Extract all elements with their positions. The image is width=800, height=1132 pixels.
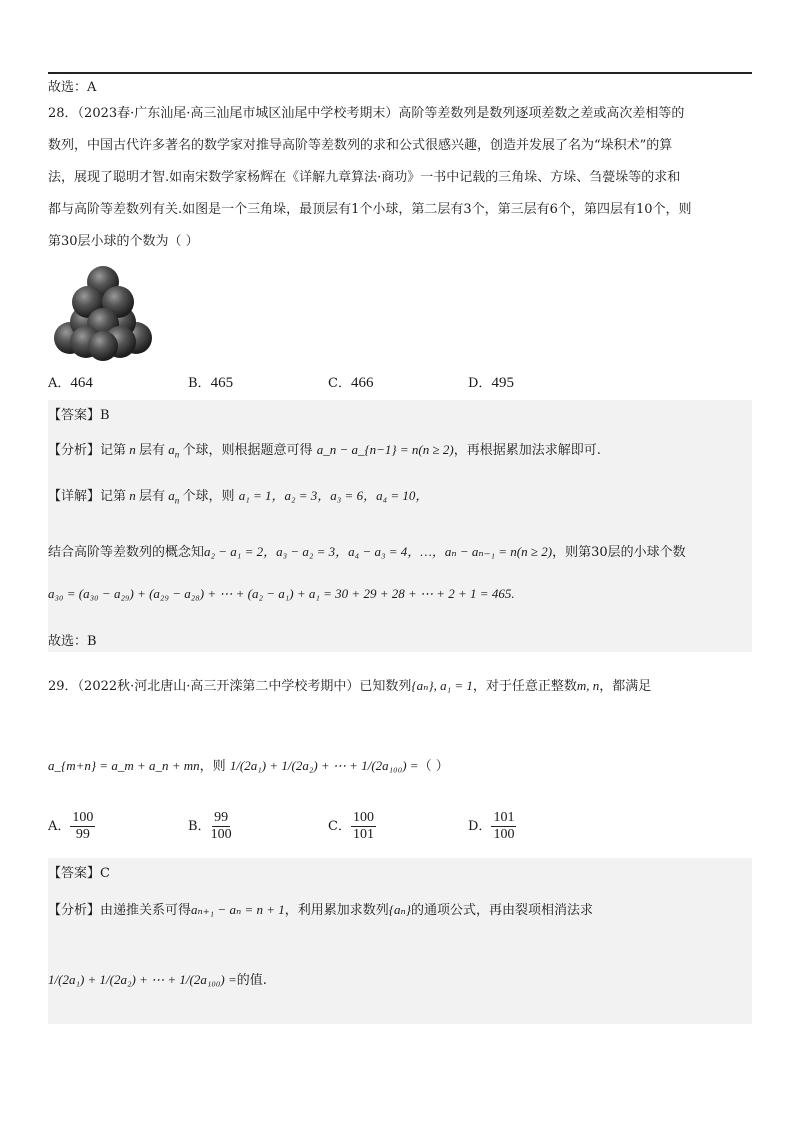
q29-option-c: C． $\frac{100}{101}$ [328,810,374,842]
q28-answer: 【答案】B [48,408,110,423]
top-rule [48,72,752,74]
q28-option-c: C．466 [328,375,374,391]
q28-line5: 第30层小球的个数为（ ） [48,234,199,249]
q28-line2: 数列，中国古代许多著名的数学家对推导高阶等差数列的求和公式很感兴趣，创造并发展了名为“垛积术”的算 [48,138,673,153]
q29-answer: 【答案】C [48,866,110,881]
q28-detail-1: 【详解】记第 n 层有 $a_n$ 个球，则 a₁ = 1，a₂ = 3，a₃ = 6，a₄ = 10， [48,488,429,506]
q29-option-b: B． $\frac{99}{100}$ [188,810,232,842]
q29-analysis: 【分析】由递推关系可得aₙ₊₁ − aₙ = n + 1，利用累加求数列{aₙ}的通项公式，再由裂项相消法求 [48,902,593,918]
q28-option-a: A．464 [48,375,93,391]
q28-detail-3: a₃₀ = (a₃₀ − a₂₉) + (a₂₉ − a₂₈) + ⋯ + (a₂ − a₁) + a₁ = 30 + 29 + 28 + ⋯ + 2 + 1 = 465. [48,586,515,601]
q29-line1: 29．（2022秋·河北唐山·高三开滦第二中学校考期中）已知数列{aₙ}, a₁ = 1，对于任意正整数m, n，都满足 [48,678,652,694]
q28-analysis: 【分析】记第 n 层有 $a_n$ 个球，则根据题意可得 a_n − a_{n−1} = n(n ≥ 2)，再根据累加法求解即可. [48,442,601,460]
q29-solution-panel [48,858,752,1024]
q28-conclusion: 故选：B [48,634,97,649]
q28-option-d: D．495 [468,375,514,391]
q28-detail-2: 结合高阶等差数列的概念知a₂ − a₁ = 2，a₃ − a₂ = 3，a₄ − a₃ = 4，…，aₙ − aₙ₋₁ = n(n ≥ 2)，则第30层的小球个数 [48,544,686,560]
q29-analysis-2: 1/(2a₁) + 1/(2a₂) + ⋯ + 1/(2a₁₀₀) =的值. [48,972,267,988]
q29-option-d: D． $\frac{101}{100}$ [468,810,515,842]
ball [88,331,118,361]
q28-option-b: B．465 [188,375,234,391]
prev-conclusion: 故选：A [48,80,97,95]
q29-line2: a_{m+n} = a_m + a_n + mn，则 1/(2a₁) + 1/(2a₂) + ⋯ + 1/(2a₁₀₀) =（ ） [48,758,449,774]
triangular-stack-figure [48,262,158,362]
q29-option-a: A． $\frac{100}{99}$ [48,810,94,842]
q28-line4: 都与高阶等差数列有关.如图是一个三角垛，最顶层有1个小球，第二层有3个，第三层有6个，第四层有10个，则 [48,202,692,217]
q28-line3: 法，展现了聪明才智.如南宋数学家杨辉在《详解九章算法·商功》一书中记载的三角垛、方垛、刍甍垛等的求和 [48,170,681,185]
q28-line1: 28．（2023春·广东汕尾·高三汕尾市城区汕尾中学校考期末）高阶等差数列是数列逐项差数之差或高次差相等的 [48,106,685,121]
q28-solution-panel [48,400,752,652]
